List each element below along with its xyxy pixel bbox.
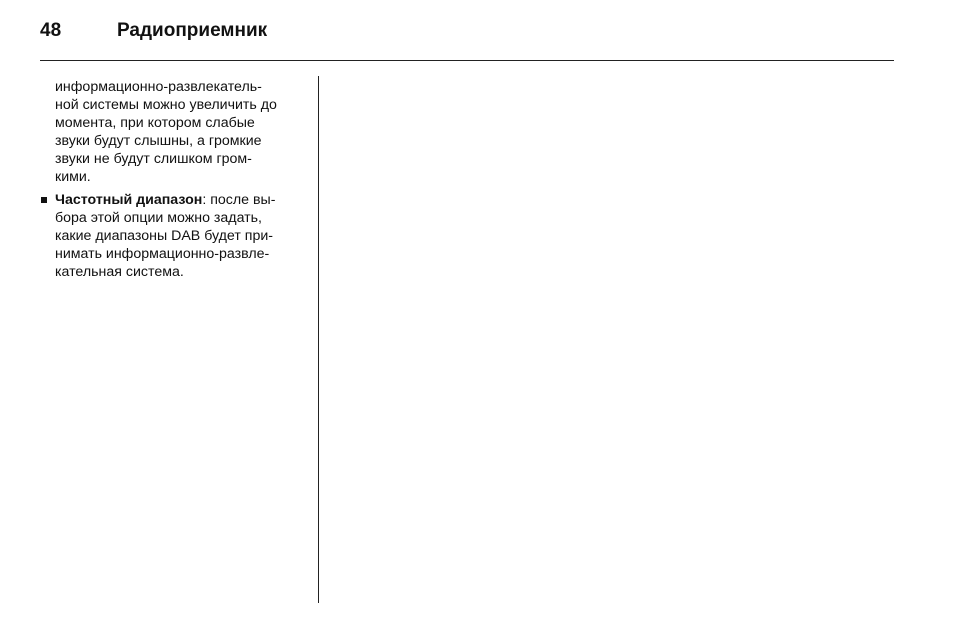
item-term: Частотный диапазон <box>55 191 203 208</box>
text-line: бора этой опции можно задать, <box>55 209 262 226</box>
text-line: информационно-развлекатель- <box>55 79 262 95</box>
continued-paragraph <box>40 78 312 187</box>
page-number: 48 <box>40 20 62 41</box>
header-rule <box>40 60 894 61</box>
left-column <box>40 78 312 281</box>
text-line: момента, при котором слабые <box>55 115 255 132</box>
item-text: : после вы- <box>202 191 276 208</box>
text-line: нимать информационно-развле- <box>55 245 270 262</box>
list-item-frequency-band <box>40 191 312 281</box>
text-line: кательная система. <box>55 263 184 280</box>
text-line <box>55 191 312 209</box>
text-line: звуки не будут слишком гром- <box>55 151 252 168</box>
column-divider <box>318 76 319 603</box>
text-line: ной системы можно увеличить до <box>55 97 277 114</box>
text-line: какие диапазоны DAB будет при- <box>55 227 274 244</box>
page-title: Радиоприемник <box>117 20 268 41</box>
text-line: звуки будут слышны, а громкие <box>55 133 262 150</box>
text-line: кими. <box>55 169 91 186</box>
square-bullet-icon <box>41 197 47 203</box>
